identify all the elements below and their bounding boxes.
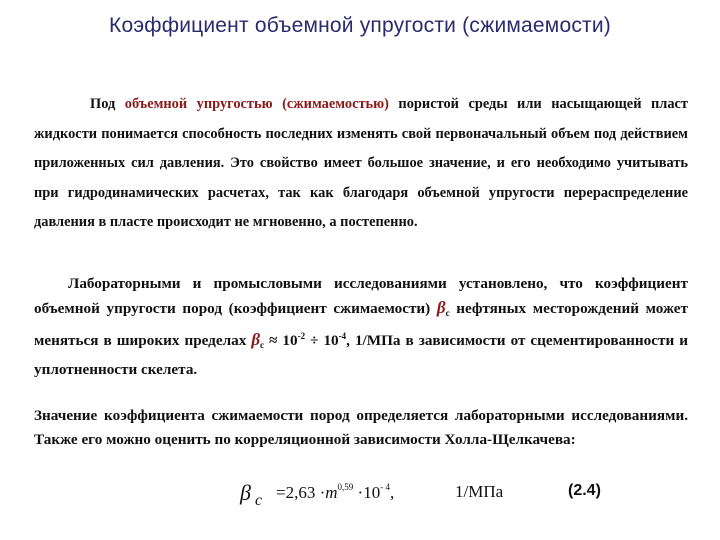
lab-part3: , 1/МПа в зависимости от сцементированности и уплотненности скелета.	[34, 332, 688, 378]
slide-title: Коэффициент объемной упругости (сжимаемости)	[109, 14, 611, 37]
formula-exponent: - 4	[380, 482, 390, 492]
beta-symbol: β	[436, 297, 446, 317]
formula-comma: ,	[389, 483, 395, 502]
beta-symbol-2: β	[251, 330, 261, 349]
exponent-1: -2	[297, 331, 306, 341]
lab-paragraph	[34, 272, 688, 381]
beta-subscript-2: с	[260, 340, 265, 350]
formula-beta: β	[240, 480, 251, 505]
formula-number: (2.4)	[568, 482, 601, 499]
formula-subscript: c	[255, 492, 263, 509]
lab-part2: нефтяных месторождений может меняться в широких пределах	[34, 299, 688, 349]
definition-lead: Под	[90, 96, 116, 112]
formula-m-exponent: 0,59	[337, 482, 354, 492]
formula-ten: ·10	[353, 483, 381, 502]
formula-m: m	[325, 483, 338, 502]
formula-coef: =2,63 ·	[276, 483, 326, 502]
formula-unit: 1/МПа	[455, 482, 504, 501]
definition-highlight: объемной упругостью (сжимаемостью)	[124, 96, 389, 112]
definition-text: пористой среды или насыщающей пласт жидкости понимается способность последних изменять свой первоначальный объем под действием приложенных сил давления. Это свойство имеет большое значение, и его необходимо учитывать при гидродинамических расчетах, так как благодаря объемной упругости перераспределение давления в пласте происходит не мгновенно, а постепенно.	[34, 96, 688, 231]
definition-paragraph	[34, 90, 688, 238]
formula-2-4	[240, 476, 700, 516]
estimate-text: Значение коэффициента сжимаемости пород определяется лабораторными исследованиями. Также его можно оценить по корреляционной зависимости Холла-Щелкачева:	[34, 407, 688, 448]
estimate-paragraph	[34, 404, 688, 451]
divide-value: ÷ 10	[305, 332, 339, 349]
formula-body	[276, 482, 394, 503]
approx-value: ≈ 10	[264, 332, 298, 349]
exponent-2: -4	[338, 331, 347, 341]
lab-part1: Лабораторными и промысловыми исследованиями установлено, что коэффициент объемной упругости пород (коэффициент сжимаемости)	[34, 275, 688, 317]
beta-subscript: с	[445, 307, 450, 318]
